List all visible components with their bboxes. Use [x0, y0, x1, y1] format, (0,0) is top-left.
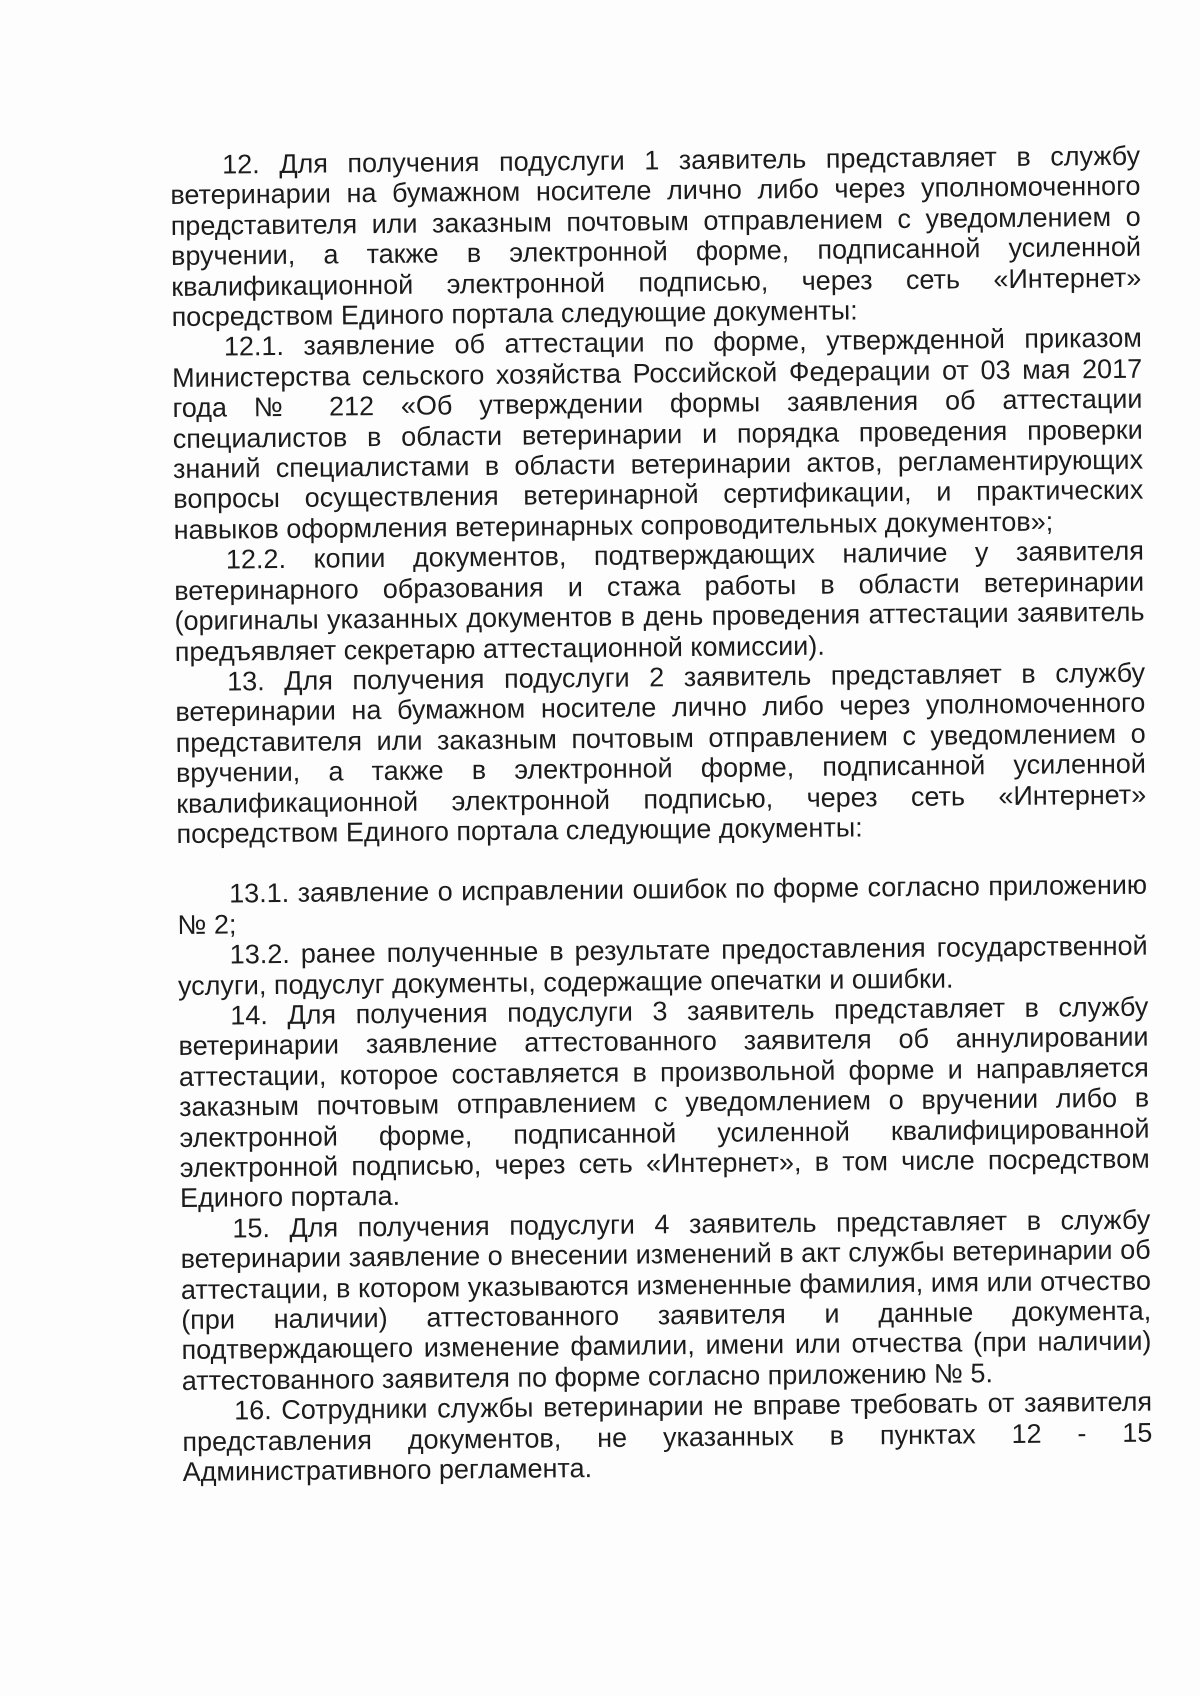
paragraph-16: 16. Сотрудники службы ветеринарии не вправе требовать от заявителя представления документов, не указанных в пунктах 12 - 15 Административного регламента. [182, 1386, 1153, 1488]
paragraph-12: 12. Для получения подуслуги 1 заявитель представляет в службу ветеринарии на бумажном носителе лично либо через уполномоченного представителя или заказным почтовым отправлением с уведомлением о вручении, а также в электронной форме, подписанной усиленной квалификационной электронной подписью, через сеть «Интернет» посредством Единого портала следующие документы: [170, 140, 1142, 333]
paragraph-12-1: 12.1. заявление об аттестации по форме, утвержденной приказом Министерства сельского хозяйства Российской Федерации от 03 мая 2017 года № 212 «Об утверждении формы заявления об аттестации специалистов в области ветеринарии и порядка проведения проверки знаний специалистами в области ветеринарии актов, регламентирующих вопросы осуществления ветеринарной сертификации, и практических навыков оформления ветеринарных сопроводительных документов»; [172, 323, 1144, 545]
paragraph-13-1: 13.1. заявление о исправлении ошибок по форме согласно приложению № 2; [177, 869, 1148, 940]
paragraph-12-2: 12.2. копии документов, подтверждающих наличие у заявителя ветеринарного образования и стажа работы в области ветеринарии (оригиналы указанных документов в день проведения аттестации заявитель предъявляет секретарю аттестационной комиссии). [174, 535, 1145, 667]
paragraph-13-2: 13.2. ранее полученные в результате предоставления государственной услуги, подуслуг документы, содержащие опечатки и ошибки. [177, 930, 1148, 1001]
paragraph-15: 15. Для получения подуслуги 4 заявитель представляет в службу ветеринарии заявление о внесении изменений в акт службы ветеринарии об аттестации, в котором указываются измененные фамилия, имя или отчество (при наличии) аттестованного заявителя и данные документа, подтверждающего изменение фамилии, имени или отчества (при наличии) аттестованного заявителя по форме согласно приложению № 5. [180, 1204, 1152, 1396]
document-body [170, 141, 1153, 1488]
paragraph-14: 14. Для получения подуслуги 3 заявитель представляет в службу ветеринарии заявление аттестованного заявителя об аннулировании аттестации, которое составляется в произвольной форме и направляется заказным почтовым отправлением с уведомлением о вручении либо в электронной форме, подписанной усиленной квалифицированной электронной подписью, через сеть «Интернет», в том числе посредством Единого портала. [178, 991, 1150, 1214]
paragraph-13: 13. Для получения подуслуги 2 заявитель представляет в службу ветеринарии на бумажном носителе лично либо через уполномоченного представителя или заказным почтовым отправлением с уведомлением о вручении, а также в электронной форме, подписанной усиленной квалификационной электронной подписью, через сеть «Интернет» посредством Единого портала следующие документы: [175, 657, 1147, 849]
